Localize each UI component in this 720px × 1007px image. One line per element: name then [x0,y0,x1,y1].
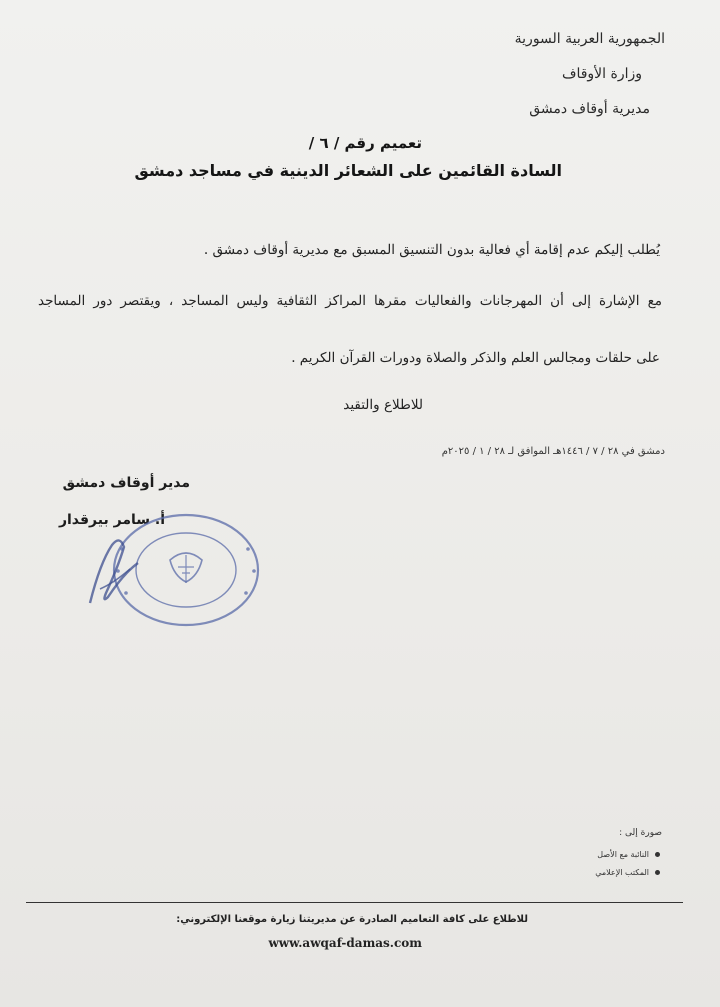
bullet-icon [655,870,660,875]
cc-item-label: النائبة مع الأصل [597,850,649,859]
circular-number: تعميم رقم / ٦ / [308,134,422,152]
signer-name: أ. سامر بيرقدار [58,512,165,528]
letterhead-republic: الجمهورية العربية السورية [514,31,665,47]
body-paragraph-3: على حلقات ومجالس العلم والذكر والصلاة ودورات القرآن الكريم . [291,350,660,366]
cc-item [597,850,660,859]
official-stamp-icon [78,505,263,630]
footer-website-link[interactable]: www.awqaf-damas.com [268,936,422,950]
body-paragraph-2: مع الإشارة إلى أن المهرجانات والفعاليات مقرها المراكز الثقافية وليس المساجد ، ويقتصر دور المساجد [38,293,662,309]
cc-heading: صورة إلى : [619,828,662,838]
circular-subject: السادة القائمين على الشعائر الدينية في مساجد دمشق [134,161,562,180]
footer-text: للاطلاع على كافة التعاميم الصادرة عن مديريتنا زيارة موقعنا الإلكتروني: [176,914,528,925]
cc-item [595,868,660,877]
date-line: دمشق في ٢٨ / ٧ / ١٤٤٦هـ الموافق لـ ٢٨ / ١ / ٢٠٢٥م [441,446,665,457]
letterhead-ministry: وزارة الأوقاف [561,66,642,82]
footer-divider [26,902,683,903]
body-closing-line: للاطلاع والتقيد [343,397,423,413]
letterhead-directorate: مديرية أوقاف دمشق [529,101,650,117]
body-paragraph-1: يُطلب إليكم عدم إقامة أي فعالية بدون التنسيق المسبق مع مديرية أوقاف دمشق . [203,242,660,258]
bullet-icon [655,852,660,857]
cc-item-label: المكتب الإعلامي [595,868,649,877]
signer-title: مدير أوقاف دمشق [62,475,190,491]
